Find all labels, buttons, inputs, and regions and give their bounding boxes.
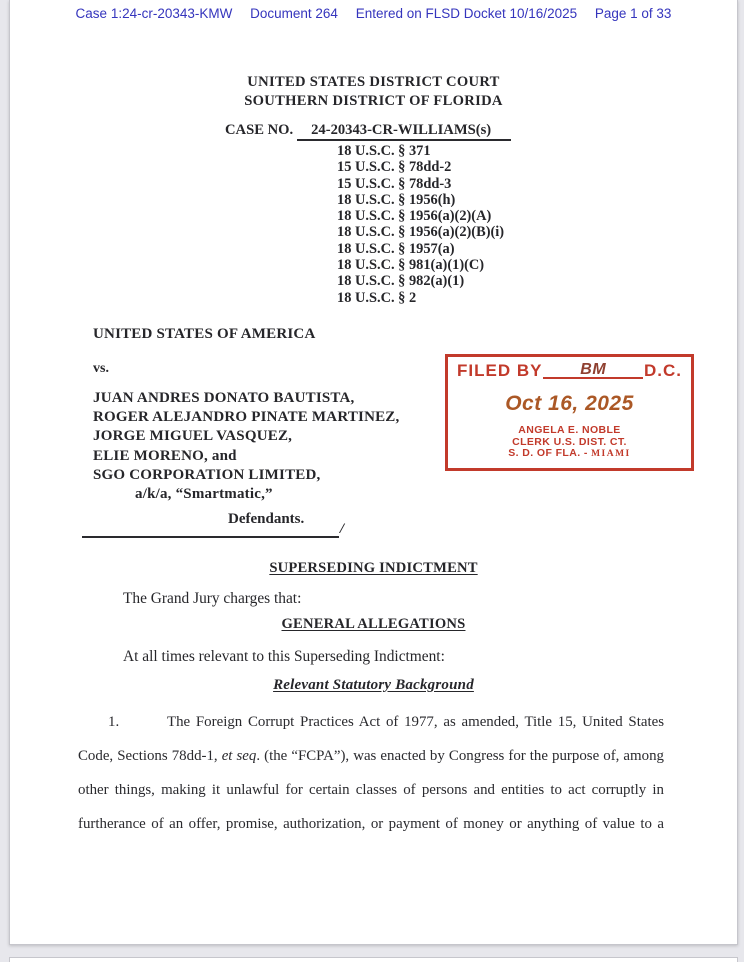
docket-page-count: Page 1 of 33 bbox=[594, 6, 672, 21]
statute-item: 18 U.S.C. § 982(a)(1) bbox=[337, 273, 465, 290]
clerk-name: ANGELA E. NOBLE bbox=[518, 424, 621, 436]
statute-item: 18 U.S.C. § 1956(a)(2)(B)(i) bbox=[337, 224, 505, 241]
docket-case-number: Case 1:24-cr-20343-KMW bbox=[75, 6, 233, 21]
defendant-name: SGO CORPORATION LIMITED, bbox=[93, 466, 321, 483]
filed-by-label: FILED BY bbox=[457, 361, 543, 380]
defendant-name: ELIE MORENO, and bbox=[93, 447, 237, 464]
court-district: SOUTHERN DISTRICT OF FLORIDA bbox=[244, 92, 503, 109]
paragraph-number: 1. bbox=[108, 714, 120, 730]
statute-item: 15 U.S.C. § 78dd-3 bbox=[337, 175, 452, 192]
grand-jury-line: The Grand Jury charges that: bbox=[123, 590, 302, 607]
filed-date: Oct 16, 2025 bbox=[505, 392, 634, 415]
statute-item: 15 U.S.C. § 78dd-2 bbox=[337, 159, 452, 176]
caption-rule-slash: / bbox=[339, 521, 344, 537]
defendant-aka: a/k/a, “Smartmatic,” bbox=[135, 486, 273, 503]
case-number-line bbox=[225, 122, 511, 139]
case-no-label: CASE NO. bbox=[225, 122, 294, 138]
statutory-background-heading: Relevant Statutory Background bbox=[273, 677, 474, 693]
docket-entered-date: Entered on FLSD Docket 10/16/2025 bbox=[355, 6, 578, 21]
statute-item: 18 U.S.C. § 1956(a)(2)(A) bbox=[337, 208, 492, 225]
court-name: UNITED STATES DISTRICT COURT bbox=[247, 74, 500, 90]
general-allegations-heading: GENERAL ALLEGATIONS bbox=[281, 616, 466, 632]
defendants-label: Defendants. bbox=[228, 511, 305, 527]
clerk-title: CLERK U.S. DIST. CT. bbox=[512, 435, 627, 448]
clerk-initials: BM bbox=[580, 361, 607, 378]
statute-item: 18 U.S.C. § 1957(a) bbox=[337, 240, 455, 257]
statute-item: 18 U.S.C. § 2 bbox=[337, 289, 417, 306]
statute-item: 18 U.S.C. § 371 bbox=[337, 143, 431, 159]
indictment-title: SUPERSEDING INDICTMENT bbox=[269, 560, 478, 576]
statute-item: 18 U.S.C. § 1956(h) bbox=[337, 191, 456, 208]
defendant-name: ROGER ALEJANDRO PINATE MARTINEZ, bbox=[93, 409, 400, 426]
case-no-value: 24-20343-CR-WILLIAMS(s) bbox=[297, 122, 511, 141]
defendant-name: JUAN ANDRES DONATO BAUTISTA, bbox=[93, 390, 355, 406]
next-page-edge bbox=[9, 957, 738, 962]
paragraph-1-line: other things, making it unlawful for certain classes of persons and entities to act corruptly in bbox=[78, 782, 664, 798]
paragraph-1-line: furtherance of an offer, promise, authorization, or payment of money or anything of value to a bbox=[78, 816, 664, 832]
at-all-times-line: At all times relevant to this Superseding Indictment: bbox=[123, 648, 445, 665]
plaintiff-name: UNITED STATES OF AMERICA bbox=[93, 326, 316, 342]
caption-rule-line bbox=[82, 521, 339, 538]
caption-rule bbox=[82, 521, 344, 538]
filed-stamp bbox=[445, 354, 694, 471]
filed-stamp-top-row bbox=[448, 357, 691, 379]
statute-item: 18 U.S.C. § 981(a)(1)(C) bbox=[337, 257, 485, 274]
court-title bbox=[10, 73, 737, 110]
filed-stamp-signature-line bbox=[543, 362, 643, 379]
statute-list bbox=[337, 143, 504, 306]
docket-header bbox=[10, 6, 737, 21]
paragraph-1-line: 1. The Foreign Corrupt Practices Act of 1977, as amended, Title 15, United States bbox=[78, 707, 664, 741]
paragraph-1 bbox=[78, 707, 664, 843]
paragraph-1-line: Code, Sections 78dd-1, et seq. (the “FCPA”), was enacted by Congress for the purpose of, among bbox=[78, 748, 664, 764]
clerk-district: S. D. OF FLA. - MIAMI bbox=[508, 447, 631, 459]
defendant-name: JORGE MIGUEL VASQUEZ, bbox=[93, 428, 293, 445]
docket-document-number: Document 264 bbox=[250, 6, 338, 21]
dc-label: D.C. bbox=[644, 361, 682, 380]
clerk-info bbox=[448, 425, 691, 461]
document-page bbox=[9, 0, 738, 945]
defendant-list bbox=[93, 389, 399, 504]
versus-label: vs. bbox=[93, 361, 109, 376]
clerk-city: MIAMI bbox=[591, 449, 631, 459]
